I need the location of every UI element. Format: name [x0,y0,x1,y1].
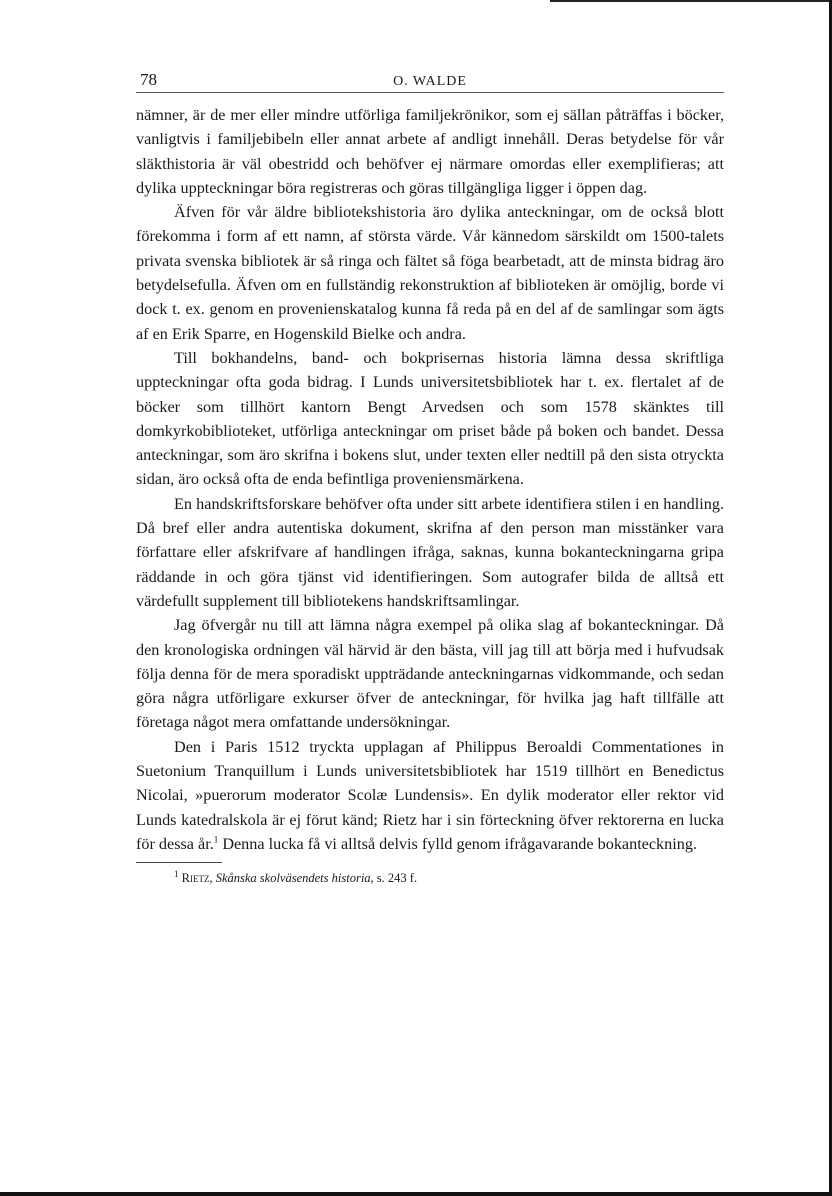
paragraph-6 [136,735,724,856]
running-head-author: O. WALDE [393,74,467,89]
footnote [174,869,724,887]
footnote-title: Skånska skolväsendets historia, [215,871,374,886]
footnote-marker: 1 [213,834,219,845]
footnote-ref: s. 243 f. [373,871,418,886]
paragraph-2: Äfven för vår äldre bibliotekshistoria äro dylika anteckningar, om de också blott förekomma i form af ett namn, af största värde. Vår kännedom särskildt om 1500-talets privata svenska bibliotek är så ringa och fältet så föga bearbetadt, att de minsta bidrag äro betydelsefulla. Äfven om en fullständig rekonstruktion af biblioteken är omöjlig, borde vi dock t. ex. genom en provenienskatalog kunna få reda på en del af de samlingar som ägts af en Erik Sparre, en Hogenskild Bielke och andra. [136,203,724,343]
paragraph-6-tail: Denna lucka få vi alltså delvis fylld genom ifrågavarande bokanteckning. [218,834,697,853]
footnote-author: Rietz, [181,871,213,886]
running-head [136,68,724,93]
body-text [136,103,724,856]
page-number: 78 [140,70,157,89]
paragraph-3: Till bokhandelns, band- och bokprisernas historia lämna dessa skriftliga uppteckningar ofta goda bidrag. I Lunds universitetsbibliotek har t. ex. flertalet af de böcker som tillhört kantorn Bengt Arvedsen och som 1578 skänktes till domkyrkobiblioteket, utförliga anteckningar om priset både på boken och bandet. Dessa anteckningar, som äro skrifna i bokens slut, under texten eller nedtill på den sista otryckta sidan, äro också ofta de enda befintliga proveniensmärkena. [136,348,724,489]
paragraph-4: En handskriftsforskare behöfver ofta under sitt arbete identifiera stilen i en handling. Då bref eller andra autentiska dokument, skrifna af den person man misstänker vara författare eller afskrifvare af handlingen ifråga, saknas, kunna bokanteckningarna gripa räddande in och göra tjänst vid identifieringen. Som autografer bilda de alltså ett värdefullt supplement till bibliotekens handskriftsamlingar. [136,494,724,610]
footnote-number: 1 [174,869,179,880]
scan-edge-top [550,0,832,2]
paragraph-5: Jag öfvergår nu till att lämna några exempel på olika slag af bokanteckningar. Då den kronologiska ordningen väl härvid är den bästa, vill jag till att börja med i hufvudsak följa denna för de mera sporadiskt uppträdande anteckningarnas vidkommande, och sedan göra några utförligare exkurser öfver de anteckningar, för hvilka jag haft tillfälle att företaga något mera omfattande undersökningar. [136,616,724,732]
scan-edge-bottom [0,1192,832,1196]
paragraph-1: nämner, är de mer eller mindre utförliga familjekrönikor, som ej sällan påträffas i böcker, vanligtvis i familjebibeln eller annat arbete af andligt innehåll. Deras betydelse för vår släkthistoria är väl obestridd och behöfver ej närmare omordas eller exemplifieras; att dylika uppteckningar böra registreras och göras tillgängliga ligger i öppen dag. [136,106,724,197]
book-page [136,68,724,887]
footnote-rule [136,862,222,863]
paragraph-6-text: Den i Paris 1512 tryckta upplagan af Philippus Beroaldi Commentationes in Suetonium Tranquillum i Lunds universitetsbibliotek har 1519 tillhört en Benedictus Nicolai, »puerorum moderator Scolæ Lundensis». En dylik moderator eller rektor vid Lunds katedralskola är ej förut känd; Rietz har i sin förteckning öfver rektorerna en lucka för dessa år. [136,737,724,853]
